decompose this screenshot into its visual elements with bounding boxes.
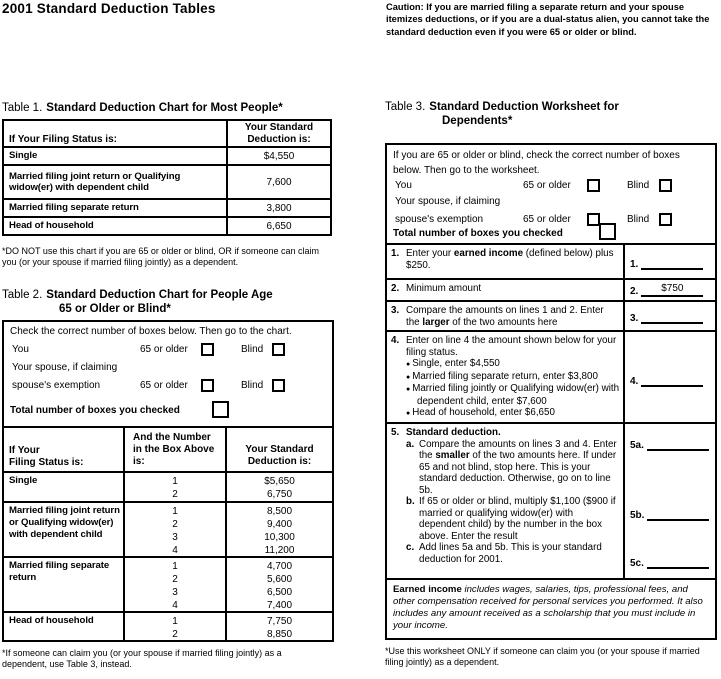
line5-heading: Standard deduction. [406,427,501,438]
filing-status-bullet: ● Head of household, enter $6,650 [406,407,620,420]
table1-col2-header: Your Standard Deduction is: [244,122,314,145]
deduction-cell: 3,800 [227,199,331,217]
entry-line-5c[interactable] [647,556,709,569]
line-text [406,305,620,328]
deduction-value: 11,200 [264,545,295,556]
deduction-value: 5,600 [266,574,293,585]
chart-col2-header [125,428,227,471]
table-row [4,613,332,641]
item-text-bold: smaller [435,450,470,461]
table1-title-text: Standard Deduction Chart for Most People* [46,102,283,114]
total-boxes-label: Total number of boxes you checked [10,405,180,416]
worksheet-entry-cell [623,280,715,300]
box-count: 2 [172,519,178,530]
deduction-value: 6,750 [266,489,293,500]
chart-col1-header-line2: Filing Status is: [9,457,84,468]
worksheet-entry-cell [623,332,715,422]
worksheet-line-5-text [387,424,623,578]
line-text-part: (defined below) plus $250. [406,248,614,271]
box-count: 1 [172,506,178,517]
deduction-value: 8,850 [266,629,293,640]
checkbox-you-blind[interactable] [659,179,672,192]
table3-title [385,101,619,128]
checkbox-spouse-65[interactable] [201,379,214,392]
spouse-line2: spouse's exemption [395,214,484,225]
chart-col3-header-text: Your Standard Deduction is: [245,444,314,467]
table3-title-text: Standard Deduction Worksheet for [429,101,619,113]
line-number: 5. [391,427,400,438]
caution-note: Caution: If you are married filing a separate return and your spouse itemizes deductions, or if you are a dual-status alien, you cannot take the standard deduction even if you were 65 or older or blind. [386,2,710,37]
deduction-cell [227,613,332,641]
worksheet-line-4-text [387,332,623,422]
item-text-part: of the two amounts here. If under 65 and not blind, stop here. This is your standard deduction. Otherwise, go on to line 5b. [419,450,617,496]
line-text-part: Compare the amounts on lines 1 and 2. Enter the [406,305,604,328]
box-count: 4 [172,545,178,556]
entry-label: 5b. [630,510,645,521]
table-row [4,558,332,613]
blind-label: Blind [627,180,650,191]
table2-intro: Check the correct number of boxes below. Then go to the chart. [10,326,292,337]
deduction-cell: 7,600 [227,165,331,199]
deduction-value: 9,400 [266,519,293,530]
deduction-value: 7,750 [266,616,293,627]
entry-label: 5a. [630,440,644,451]
worksheet-line-1 [387,245,715,280]
item-text: Add lines 5a and 5b. This is your standard deduction for 2001. [419,542,602,565]
earned-income-text: includes wages, salaries, tips, professional fees, and other compensation received for personal services you performed. It also includes any amount received as a scholarship that you must include in your income. [393,584,703,631]
table-row [3,217,331,235]
status-cell: Single [3,147,227,165]
line-number: 3. [391,305,400,316]
older-label: 65 or older [523,214,571,225]
blind-label: Blind [241,380,264,391]
chart-col2-header-text: And the Number in the Box Above is: [133,432,215,467]
entry-line-5a[interactable] [647,438,709,451]
box-count: 1 [172,561,178,572]
table3-intro: If you are 65 or older or blind, check the correct number of boxes below. Then go to the worksheet. [393,150,680,176]
deduction-value: 7,400 [266,600,293,611]
line-number: 1. [391,248,400,259]
total-boxes-label: Total number of boxes you checked [393,228,563,239]
box-count: 2 [172,629,178,640]
status-cell: Head of household [3,217,227,235]
entry-line-2[interactable] [641,282,703,297]
box-count: 1 [172,616,178,627]
entry-line-1[interactable] [641,257,703,270]
entry-line-5b[interactable] [647,508,709,521]
line-text-part: Enter your [406,248,454,259]
you-label: You [395,180,412,191]
table3-footnote: *Use this worksheet ONLY if someone can claim you (or your spouse if married filing jointly) as a dependent. [385,646,700,667]
worksheet-line-5 [387,424,715,580]
table1-col1-header: If Your Filing Status is: [9,134,117,145]
box-count-cell [125,473,227,501]
status-cell: Married filing joint return or Qualifying widow(er) with dependent child [4,503,125,556]
deduction-value: 4,700 [266,561,293,572]
table1-col1-header-cell [3,120,227,147]
line5-item-b [406,496,620,542]
table-row [3,165,331,199]
table1-title [2,102,283,116]
worksheet-entry-cell [623,302,715,330]
worksheet-line-3-text [387,302,623,330]
chart-col3-header [227,428,332,471]
item-label: b. [406,496,415,507]
spouse-line1: Your spouse, if claiming [12,362,118,373]
line-text [406,427,620,565]
entry-label: 2. [630,286,639,297]
checkbox-you-65[interactable] [201,343,214,356]
line-text-bold: larger [422,316,450,328]
box-count: 1 [172,476,178,487]
worksheet-line-2-text [387,280,623,300]
table2-checkbox-section [4,322,332,428]
worksheet-line-3 [387,302,715,332]
item-text-part: Compare the amounts on lines 3 and 4. Enter the [419,438,617,461]
entry-line-3[interactable] [641,311,703,324]
chart-col1-header-line1: If Your [9,445,40,456]
entry-label: 4. [630,376,639,387]
worksheet-line-4 [387,332,715,424]
deduction-value: 8,500 [266,506,293,517]
entry-line-4[interactable] [641,374,703,387]
table2-title-line2: 65 or Older or Blind* [59,302,171,315]
spouse-line2: spouse's exemption [12,380,101,391]
line-text-part: Enter on line 4 the amount shown below for your filing status. [406,335,617,358]
table2-title-text: Standard Deduction Chart for People Age [46,289,273,301]
box-count-cell [125,503,227,556]
table1 [2,119,332,236]
line-text [406,248,620,271]
table-row [3,199,331,217]
table1-footnote: *DO NOT use this chart if you are 65 or older or blind, OR if someone can claim you (or your spouse if married filing jointly) as a dependent. [2,246,319,267]
table2 [2,320,334,642]
box-count: 3 [172,587,178,598]
status-cell: Married filing joint return or Qualifying widow(er) with dependent child [3,165,227,199]
older-label: 65 or older [140,344,188,355]
table-row [4,503,332,558]
status-cell: Head of household [4,613,125,641]
worksheet-line-1-text [387,245,623,278]
checkbox-you-blind[interactable] [272,343,285,356]
earned-income-definition [387,580,715,634]
table3-label: Table 3. [385,101,426,113]
blind-label: Blind [627,214,650,225]
table3-checkbox-section [387,145,715,245]
worksheet-line-2 [387,280,715,302]
worksheet-entry-cell [623,245,715,278]
chart-col1-header [4,428,125,471]
item-text [419,439,620,497]
table3-title-line1 [385,101,619,115]
checkbox-total-count[interactable] [599,223,616,240]
status-cell: Single [4,473,125,501]
checkbox-total-count[interactable] [212,401,229,418]
item-label: a. [406,438,415,450]
status-cell: Married filing separate return [4,558,125,611]
table1-col2-header-cell [227,120,331,147]
table2-footnote: *If someone can claim you (or your spouse if married filing jointly) as a dependent, use Table 3, instead. [2,648,282,669]
box-count: 2 [172,489,178,500]
spouse-line1: Your spouse, if claiming [395,196,501,207]
entry-value: $750 [661,283,684,294]
filing-status-bullet: ● Married filing jointly or Qualifying widow(er) with dependent child, enter $7,600 [406,383,620,407]
checkbox-spouse-blind[interactable] [659,213,672,226]
table-row [3,147,331,165]
entry-label: 1. [630,259,639,270]
deduction-cell: $4,550 [227,147,331,165]
line-text: Minimum amount [406,283,482,294]
entry-label: 3. [630,313,639,324]
blind-label: Blind [241,344,264,355]
line5-item-a [406,439,620,497]
table3-title-line2: Dependents* [442,114,513,127]
checkbox-spouse-blind[interactable] [272,379,285,392]
table3 [385,143,717,640]
item-label: c. [406,542,415,553]
entry-label: 5c. [630,558,644,569]
item-text: If 65 or older or blind, multiply $1,100 ($900 if married or qualifying widow(er) with dependent child) by the number in the box above. Enter the result [419,496,616,542]
table1-header-row [3,120,331,147]
table2-label: Table 2. [2,289,43,301]
box-count: 2 [172,574,178,585]
filing-status-bullet: ● Married filing separate return, enter $3,800 [406,371,620,384]
you-label: You [12,344,29,355]
table-row [4,473,332,503]
older-label: 65 or older [140,380,188,391]
box-count: 3 [172,532,178,543]
box-count: 4 [172,600,178,611]
box-count-cell [125,613,227,641]
table2-title [2,289,273,316]
line-text-bold: earned income [453,248,524,259]
deduction-value: $5,650 [264,476,295,487]
box-count-cell [125,558,227,611]
line-text-part: of the two amounts here [449,316,558,328]
line5-item-c [406,542,620,565]
page-title: 2001 Standard Deduction Tables [2,1,216,16]
table2-title-line1 [2,289,273,303]
line-number: 2. [391,283,400,294]
earned-income-term: Earned income [393,584,462,595]
line-number: 4. [391,335,400,346]
deduction-cell [227,503,332,556]
checkbox-you-65[interactable] [587,179,600,192]
filing-status-bullet: ● Single, enter $4,550 [406,358,620,371]
older-label: 65 or older [523,180,571,191]
deduction-cell [227,558,332,611]
deduction-cell [227,473,332,501]
table1-label: Table 1. [2,102,43,114]
deduction-cell: 6,650 [227,217,331,235]
table2-chart-header-row [4,428,332,473]
status-cell: Married filing separate return [3,199,227,217]
worksheet-entry-cell [623,424,715,578]
deduction-value: 10,300 [264,532,295,543]
deduction-value: 6,500 [266,587,293,598]
line-text [406,335,620,420]
